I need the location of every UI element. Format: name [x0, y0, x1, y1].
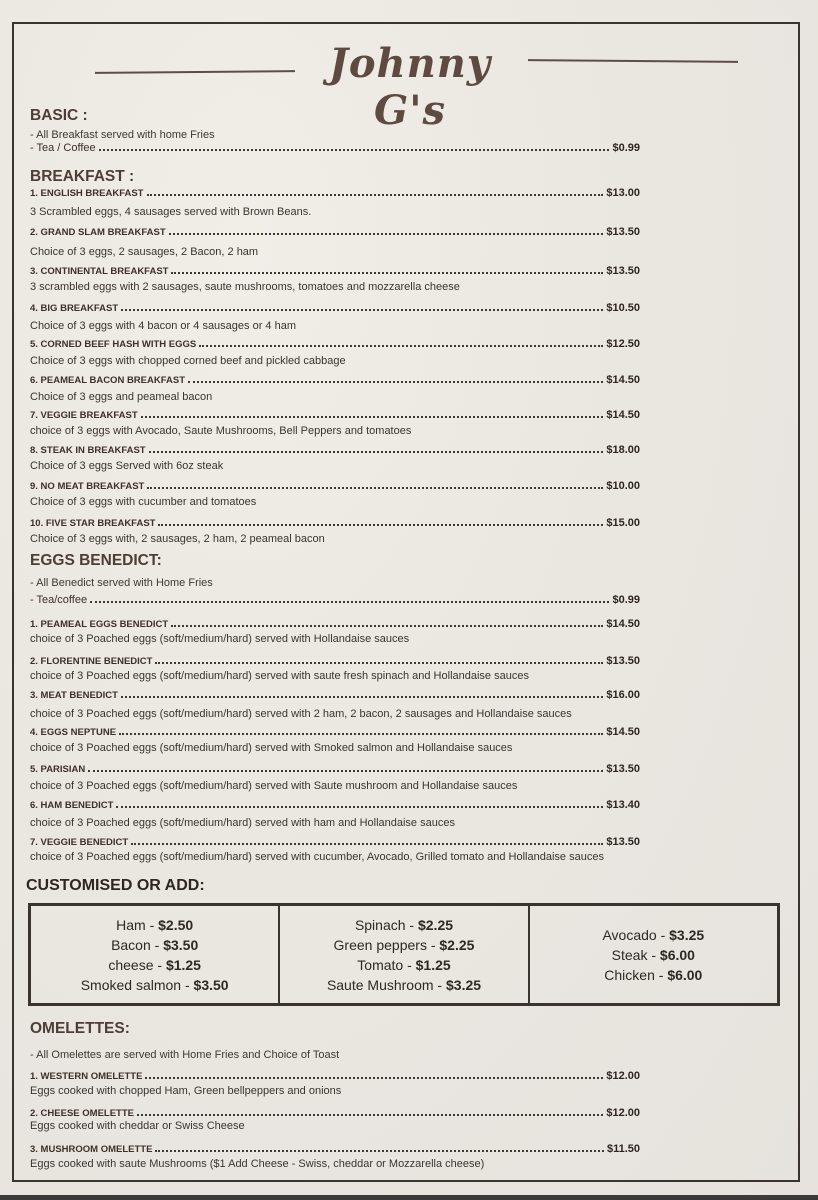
basic-note: - All Breakfast served with home Fries — [30, 129, 215, 141]
addon-price: $3.25 — [669, 926, 705, 943]
menu-item — [30, 478, 640, 492]
item-name: 4. EGGS NEPTUNE — [30, 727, 117, 738]
item-description: Choice of 3 eggs Served with 6oz steak — [30, 460, 224, 472]
addon-item — [355, 915, 453, 935]
item-price: $13.00 — [606, 187, 640, 199]
section-heading-basic: BASIC : — [30, 107, 88, 124]
leader-dots — [145, 1077, 603, 1079]
leader-dots — [199, 345, 603, 347]
addon-item — [602, 925, 704, 945]
item-description: choice of 3 Poached eggs (soft/medium/hard) served with Hollandaise sauces — [30, 633, 410, 645]
menu-item — [30, 1068, 640, 1082]
item-description: choice of 3 Poached eggs (soft/medium/hard) served with saute fresh spinach and Hollandaise sauces — [30, 670, 529, 682]
item-description: Choice of 3 eggs with cucumber and tomatoes — [30, 496, 257, 508]
addon-price: $2.25 — [439, 936, 475, 953]
item-name: 6. HAM BENEDICT — [30, 800, 114, 811]
menu-item — [30, 372, 640, 386]
item-name: 4. BIG BREAKFAST — [30, 303, 119, 314]
item-name: 5. CORNED BEEF HASH WITH EGGS — [30, 339, 197, 350]
item-description: Choice of 3 eggs with 4 bacon or 4 sausages or 4 ham — [30, 320, 296, 332]
item-description: 3 Scrambled eggs, 4 sausages served with Brown Beans. — [30, 206, 312, 218]
item-name: 3. CONTINENTAL BREAKFAST — [30, 266, 169, 277]
menu-item — [30, 224, 640, 238]
leader-dots — [141, 416, 604, 418]
menu-item — [30, 616, 640, 630]
addon-name: Spinach - — [354, 916, 418, 933]
addon-item — [334, 935, 475, 955]
addon-name: Chicken - — [604, 966, 668, 983]
addons-column — [528, 906, 777, 1003]
item-name: 9. NO MEAT BREAKFAST — [30, 481, 145, 492]
item-name: 1. ENGLISH BREAKFAST — [30, 188, 144, 199]
item-name: 6. PEAMEAL BACON BREAKFAST — [30, 375, 186, 386]
menu-item — [30, 1141, 640, 1155]
addon-item — [357, 955, 450, 975]
menu-item — [30, 761, 640, 775]
item-price: $10.00 — [606, 480, 640, 492]
item-description: Eggs cooked with cheddar or Swiss Cheese — [30, 1120, 245, 1132]
addon-item — [111, 935, 198, 955]
leader-dots — [155, 662, 603, 664]
leader-dots — [131, 843, 603, 845]
item-description: 3 scrambled eggs with 2 sausages, saute mushrooms, tomatoes and mozzarella cheese — [30, 281, 460, 293]
item-name: 10. FIVE STAR BREAKFAST — [30, 518, 156, 529]
leader-dots — [155, 1150, 604, 1152]
item-price: $10.50 — [606, 302, 640, 314]
item-price: $14.50 — [606, 409, 640, 421]
item-description: choice of 3 Poached eggs (soft/medium/hard) served with Smoked salmon and Hollandaise sauces — [30, 742, 513, 754]
menu-item — [30, 263, 640, 277]
title-divider-right — [528, 59, 738, 63]
item-name: 5. PARISIAN — [30, 764, 86, 775]
addon-price: $1.25 — [415, 956, 451, 973]
addons-column — [31, 906, 278, 1003]
item-description: Choice of 3 eggs, 2 sausages, 2 Bacon, 2 ham — [30, 246, 259, 258]
addon-item — [604, 965, 702, 985]
item-price: $14.50 — [606, 618, 640, 630]
menu-item — [30, 336, 640, 350]
addon-name: Tomato - — [357, 956, 416, 973]
addon-name: cheese - — [108, 956, 166, 973]
addon-name: Avocado - — [602, 926, 670, 943]
item-name: 3. MEAT BENEDICT — [30, 690, 118, 701]
addon-item — [108, 955, 201, 975]
leader-dots — [137, 1114, 603, 1116]
omelettes-note: - All Omelettes are served with Home Fries and Choice of Toast — [30, 1049, 340, 1061]
leader-dots — [121, 309, 603, 311]
item-description: choice of 3 Poached eggs (soft/medium/hard) served with Saute mushroom and Hollandaise sauces — [30, 780, 518, 792]
benedict-note: - All Benedict served with Home Fries — [30, 577, 213, 589]
addon-name: Ham - — [116, 916, 159, 933]
addon-price: $1.25 — [165, 956, 201, 973]
benedict-tea-coffee-row — [30, 592, 640, 606]
item-name: 2. GRAND SLAM BREAKFAST — [30, 227, 166, 238]
basic-tea-coffee-row — [30, 140, 640, 154]
menu-item — [30, 407, 640, 421]
leader-dots — [88, 770, 603, 772]
section-heading-customised: CUSTOMISED OR ADD: — [26, 877, 205, 894]
item-description: choice of 3 Poached eggs (soft/medium/hard) served with cucumber, Avocado, Grilled tomato and Hollandaise sauces — [30, 851, 604, 863]
item-price: $0.99 — [612, 142, 640, 154]
section-heading-omelettes: OMELETTES: — [30, 1020, 130, 1037]
item-description: Eggs cooked with saute Mushrooms ($1 Add Cheese - Swiss, cheddar or Mozzarella cheese) — [30, 1158, 485, 1170]
item-price: $14.50 — [606, 374, 640, 386]
menu-item — [30, 1105, 640, 1119]
item-description: Choice of 3 eggs with, 2 sausages, 2 ham, 2 peameal bacon — [30, 533, 325, 545]
addon-price: $6.00 — [667, 966, 703, 983]
menu-item — [30, 300, 640, 314]
item-price: $16.00 — [606, 689, 640, 701]
addon-name: Saute Mushroom - — [326, 976, 446, 993]
addon-name: Steak - — [611, 946, 660, 963]
addon-price: $3.50 — [193, 976, 229, 993]
addon-price: $6.00 — [659, 946, 695, 963]
menu-item — [30, 515, 640, 529]
addon-item — [327, 975, 481, 995]
addons-column — [278, 906, 527, 1003]
item-price: $13.40 — [606, 799, 640, 811]
item-price: $11.50 — [606, 1143, 640, 1155]
item-price: $14.50 — [606, 726, 640, 738]
leader-dots — [158, 524, 603, 526]
menu-item — [30, 724, 640, 738]
menu-item — [30, 797, 640, 811]
menu-item — [30, 834, 640, 848]
section-heading-breakfast: BREAKFAST : — [30, 168, 135, 185]
addon-item — [81, 975, 229, 995]
leader-dots — [147, 194, 604, 196]
leader-dots — [171, 272, 603, 274]
item-price: $13.50 — [606, 763, 640, 775]
leader-dots — [116, 806, 603, 808]
leader-dots — [188, 381, 603, 383]
item-description: Choice of 3 eggs and peameal bacon — [30, 391, 213, 403]
item-name: 3. MUSHROOM OMELETTE — [30, 1144, 153, 1155]
item-price: $12.50 — [606, 338, 640, 350]
item-price: $12.00 — [606, 1070, 640, 1082]
item-name: - Tea / Coffee — [30, 142, 96, 154]
addon-name: Smoked salmon - — [80, 976, 194, 993]
item-description: Eggs cooked with chopped Ham, Green bellpeppers and onions — [30, 1085, 342, 1097]
leader-dots — [121, 696, 603, 698]
item-description: Choice of 3 eggs with chopped corned beef and pickled cabbage — [30, 355, 346, 367]
leader-dots — [169, 233, 604, 235]
leader-dots — [149, 451, 604, 453]
item-name: 7. VEGGIE BENEDICT — [30, 837, 129, 848]
menu-item — [30, 185, 640, 199]
item-name: 1. WESTERN OMELETTE — [30, 1071, 143, 1082]
menu-item — [30, 653, 640, 667]
leader-dots — [90, 601, 609, 603]
leader-dots — [171, 625, 603, 627]
item-price: $13.50 — [606, 836, 640, 848]
item-price: $15.00 — [606, 517, 640, 529]
addon-item — [116, 915, 193, 935]
item-name: 8. STEAK IN BREAKFAST — [30, 445, 146, 456]
addon-item — [612, 945, 695, 965]
leader-dots — [99, 149, 610, 151]
item-name: 2. CHEESE OMELETTE — [30, 1108, 134, 1119]
leader-dots — [119, 733, 603, 735]
addon-price: $3.25 — [446, 976, 482, 993]
addon-name: Bacon - — [111, 936, 164, 953]
item-description: choice of 3 eggs with Avocado, Saute Mushrooms, Bell Peppers and tomatoes — [30, 425, 412, 437]
addon-price: $3.50 — [163, 936, 199, 953]
addon-name: Green peppers - — [333, 936, 440, 953]
item-description: choice of 3 Poached eggs (soft/medium/hard) served with 2 ham, 2 bacon, 2 sausages and Hollandaise sauces — [30, 708, 572, 720]
item-description: choice of 3 Poached eggs (soft/medium/hard) served with ham and Hollandaise sauces — [30, 817, 455, 829]
item-name: 1. PEAMEAL EGGS BENEDICT — [30, 619, 169, 630]
item-price: $13.50 — [606, 655, 640, 667]
item-name: 2. FLORENTINE BENEDICT — [30, 656, 153, 667]
addons-table — [28, 903, 780, 1006]
item-name: 7. VEGGIE BREAKFAST — [30, 410, 138, 421]
addon-price: $2.50 — [158, 916, 194, 933]
item-price: $18.00 — [606, 444, 640, 456]
item-price: $13.50 — [606, 226, 640, 238]
item-price: $0.99 — [612, 594, 640, 606]
title-divider-left — [95, 70, 295, 74]
menu-item — [30, 687, 640, 701]
addon-price: $2.25 — [417, 916, 454, 933]
item-price: $12.00 — [606, 1107, 640, 1119]
section-heading-eggs-benedict: EGGS BENEDICT: — [30, 552, 162, 569]
leader-dots — [147, 487, 603, 489]
item-name: - Tea/coffee — [30, 594, 88, 606]
item-price: $13.50 — [606, 265, 640, 277]
restaurant-name: Johnny G's — [328, 40, 492, 134]
menu-item — [30, 442, 640, 456]
